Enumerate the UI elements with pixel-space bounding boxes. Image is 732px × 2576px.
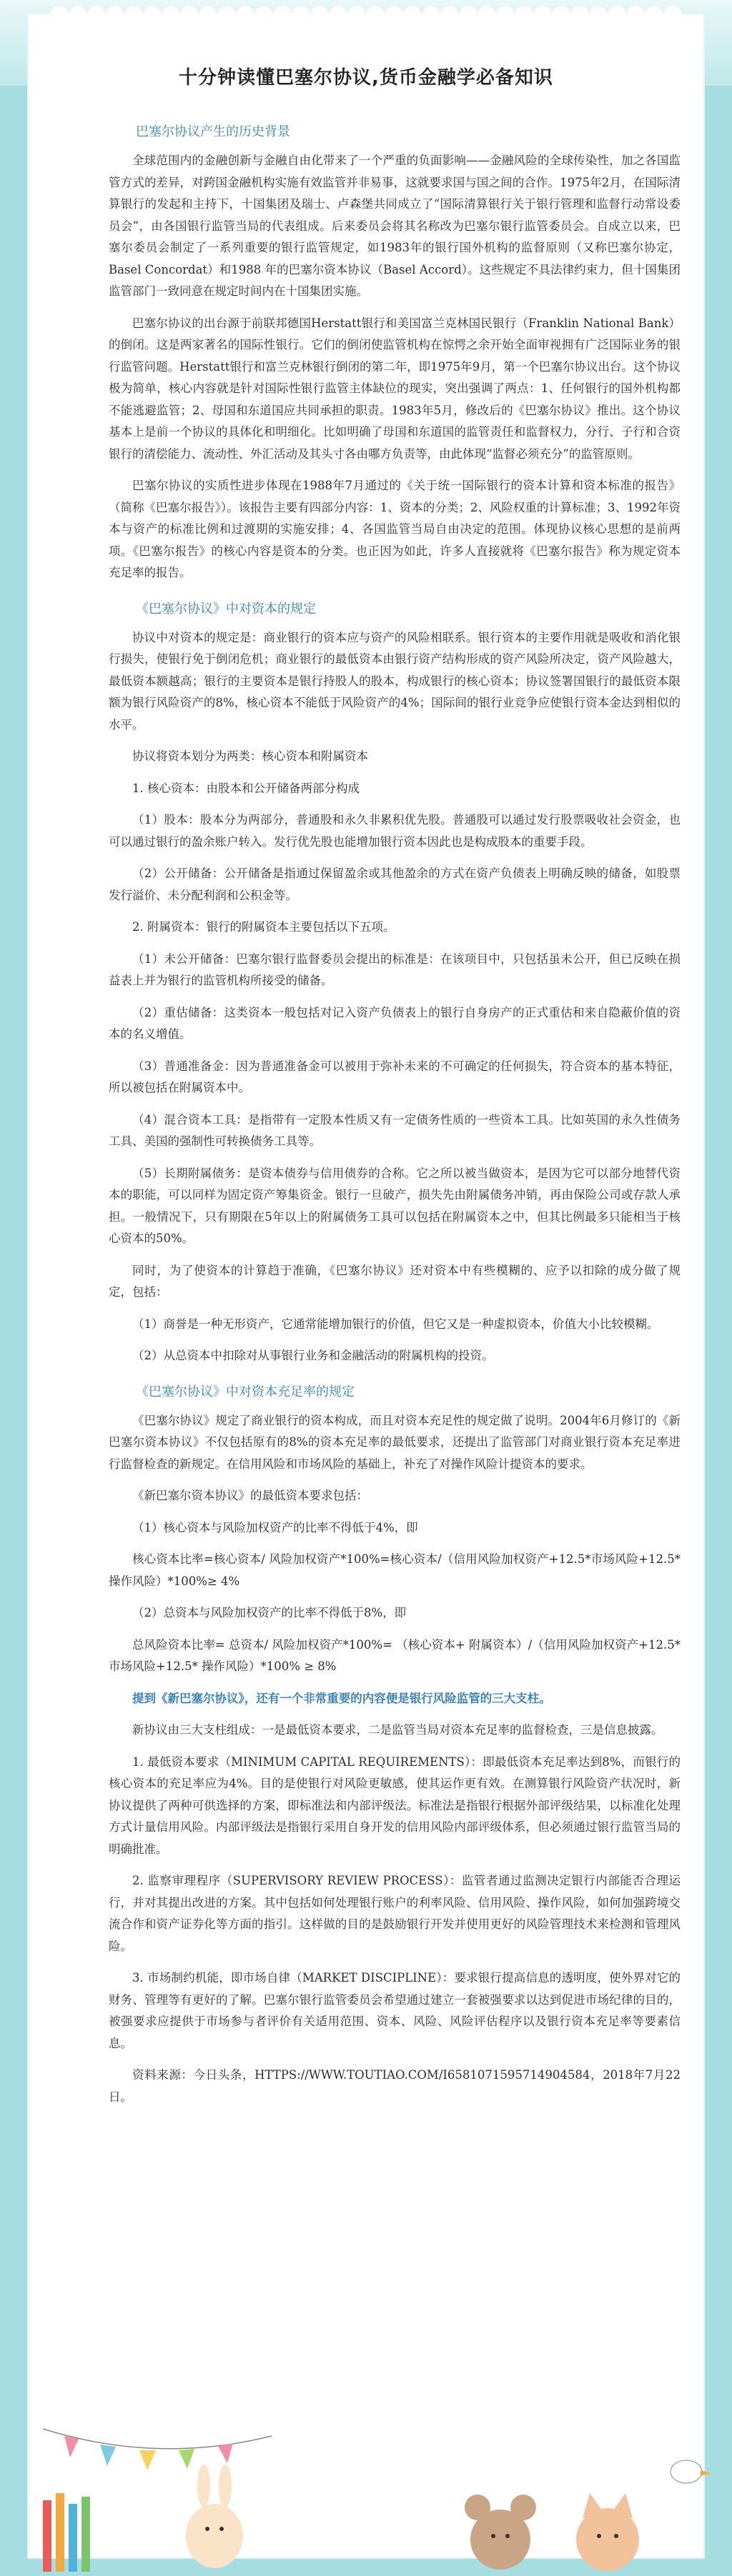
page-paper (29, 14, 703, 2557)
paragraph: 1. 核心资本：由股本和公开储备两部分构成 (132, 781, 360, 795)
paragraph: （1）商誉是一种无形资产，它通常能增加银行的价值，但它又是一种虚拟资本，价值大小比较模糊。 (132, 1317, 659, 1331)
paragraph: （1）核心资本与风险加权资产的比率不得低于4%，即 (132, 1520, 418, 1534)
paragraph: （5）长期附属债务：是资本债券与信用债券的合称。它之所以被当做资本，是因为它可以部分地替代资本的职能，可以同样为固定资产筹集资金。银行一旦破产，损失先由附属债务冲销，再由保险公司或存款人承担。一般情况下，只有期限在5年以上的附属债务工具可以包括在附属资本之中，但其比例最多只能相当于核心资本的50%。 (109, 1166, 681, 1245)
paragraph: 《巴塞尔协议》规定了商业银行的资本构成，而且对资本充足性的规定做了说明。2004年6月修订的《新巴塞尔资本协议》不仅包括原有的8%的资本充足率的最低要求，还提出了监管部门对商业银行资本充足率进行监督检查的新规定。在信用风险和市场风险的基础上，补充了对操作风险计提资本的要求。 (109, 1413, 681, 1471)
paragraph: 巴塞尔协议的出台源于前联邦德国Herstatt银行和美国富兰克林国民银行（Franklin National Bank）的倒闭。这是两家著名的国际性银行。它们的倒闭使监管机构在惊愕之余开始全面审视拥有广泛国际业务的银行监管问题。Herstatt银行和富兰克林银行倒闭的第二年，即1975年9月，第一个巴塞尔协议出台。这个协议极为简单，核心内容就是针对国际性银行监管主体缺位的现实，突出强调了两点：1、任何银行的国外机构都不能逃避监管；2、母国和东道国应共同承担的职责。1983年5月，修改后的《巴塞尔协议》推出。这个协议基本上是前一个协议的具体化和明细化。比如明确了母国和东道国的监管责任和监督权力，分行、子行和合资银行的清偿能力、流动性、外汇活动及其头寸各由哪方负责等，由此体现“监督必须充分”的监管原则。 (109, 316, 681, 461)
page-title: 十分钟读懂巴塞尔协议,货币金融学必备知识 (179, 67, 553, 89)
paragraph: 1. 最低资本要求（MINIMUM CAPITAL REQUIREMENTS）：即最低资本充足率达到8%，而银行的核心资本的充足率应为4%。目的是使银行对风险更敏感，使其运作更有效。在测算银行风险资产状况时，新协议提供了两种可供选择的方案，即标准法和内部评级法。标准法是指银行根据外部评级结果，以标准化处理方式计量信用风险。内部评级法是指银行采用自身开发的信用风险内部评级体系，但必须通过银行监管当局的明确批准。 (109, 1754, 681, 1856)
scallop-border-top (50, 6, 682, 24)
paragraph: （1）股本：股本分为两部分，普通股和永久非累积优先股。普通股可以通过发行股票吸收社会资金，也可以通过银行的盈余账户转入。发行优先股也能增加银行资本因此也是构成股本的重要手段。 (109, 813, 681, 849)
section-heading: 巴塞尔协议产生的历史背景 (136, 124, 290, 139)
paragraph: （2）总资本与风险加权资产的比率不得低于8%，即 (132, 1606, 407, 1619)
paragraph: （2）重估储备：这类资本一般包括对记入资产负债表上的银行自身房产的正式重估和来自隐蔽价值的资本的名义增值。 (109, 1005, 681, 1041)
paragraph: 巴塞尔协议的实质性进步体现在1988年7月通过的《关于统一国际银行的资本计算和资本标准的报告》（简称《巴塞尔报告》）。该报告主要有四部分内容：1、资本的分类；2、风险权重的计算标准；3、1992年资本与资产的标准比例和过渡期的实施安排；4、各国监管当局自由决定的范围。体现协议核心思想的是前两项。《巴塞尔报告》的核心内容是资本的分类。也正因为如此，许多人直接就将《巴塞尔报告》称为规定资本充足率的报告。 (109, 479, 681, 579)
section-capital (109, 599, 681, 1367)
section-capital-ratio (109, 1382, 681, 1678)
section-heading: 《巴塞尔协议》中对资本充足率的规定 (136, 1384, 355, 1399)
bottom-illustrations (0, 2415, 732, 2576)
crayon-pencils (43, 2493, 90, 2572)
mouse-illustration (465, 2495, 536, 2570)
paragraph: （3）普通准备金：因为普通准备金可以被用于弥补未来的不可确定的任何损失，符合资本的基本特征，所以被包括在附属资本中。 (109, 1059, 681, 1094)
source-note: 资料来源：今日头条，HTTPS://WWW.TOUTIAO.COM/I6581071595714904584，2018年7月22日。 (109, 2068, 681, 2104)
article-body (109, 107, 681, 2118)
paragraph: 3. 市场制约机能，即市场自律（MARKET DISCIPLINE）：要求银行提高信息的透明度，使外界对它的财务、管理等有更好的了解。巴塞尔银行监管委员会希望通过建立一套被强要求以达到促进市场纪律的目的，被强要求应提供于市场参与者评价有关适用范围、资本、风险、风险评估程序以及银行资本充足率等要素信息。 (109, 1971, 681, 2050)
paragraph: 协议将资本划分为两类：核心资本和附属资本 (132, 749, 368, 763)
paragraph: 核心资本比率=核心资本/ 风险加权资产*100%=核心资本/（信用风险加权资产+12.5*市场风险+12.5*操作风险）*100%≥ 4% (109, 1552, 681, 1588)
paragraph: （4）混合资本工具：是指带有一定股本性质又有一定债务性质的一些资本工具。比如英国的永久性债务工具、美国的强制性可转换债务工具等。 (109, 1112, 681, 1148)
section-heading: 提到《新巴塞尔协议》，还有一个非常重要的内容便是银行风险监管的三大支柱。 (132, 1691, 551, 1705)
paragraph: 2. 监察审理程序（SUPERVISORY REVIEW PROCESS）：监管者通过监测决定银行内部能否合理运行，并对其提出改进的方案。其中包括如何处理银行账户的利率风险、信用风险、操作风险，如何加强跨境交流合作和资产证券化等方面的指引。这样做的目的是鼓励银行开发并使用更好的风险管理技术来检测和管理风险。 (109, 1874, 681, 1953)
bird-illustration (671, 2460, 711, 2483)
paragraph: 新协议由三大支柱组成：一是最低资本要求，二是监管当局对资本充足率的监督检查，三是信息披露。 (132, 1723, 663, 1737)
paragraph: 2. 附属资本：银行的附属资本主要包括以下五项。 (132, 920, 395, 934)
paragraph: （1）未公开储备：巴塞尔银行监督委员会提出的标准是：在该项目中，只包括虽未公开，但已反映在损益表上并为银行的监管机构所接受的储备。 (109, 952, 681, 987)
bunny-illustration (186, 2465, 243, 2568)
paragraph: 《新巴塞尔资本协议》的最低资本要求包括： (132, 1489, 368, 1502)
paragraph: 协议中对资本的规定是：商业银行的资本应与资产的风险相联系。银行资本的主要作用就是吸收和消化银行损失，使银行免于倒闭危机；商业银行的最低资本由银行资产结构形成的资产风险所决定，资产风险越大，最低资本额越高；银行的主要资本是银行持股人的股本，构成银行的核心资本；协议签署国银行的最低资本限额为银行风险资产的8%，核心资本不能低于风险资产的4%；国际间的银行业竞争应使银行资本金达到相似的水平。 (109, 630, 681, 732)
paragraph: （2）从总资本中扣除对从事银行业务和金融活动的附属机构的投资。 (132, 1349, 494, 1362)
section-history (109, 121, 681, 584)
paragraph: 全球范围内的金融创新与金融自由化带来了一个严重的负面影响——金融风险的全球传染性，加之各国监管方式的差异，对跨国金融机构实施有效监管并非易事，这就要求国与国之间的合作。1975年2月，在国际清算银行的发起和主持下，十国集团及瑞士、卢森堡共同成立了“国际清算银行关于银行管理和监督行动常设委员会”，由各国银行监管当局的代表组成。后来委员会将其名称改为巴塞尔银行监管委员会。自成立以来，巴塞尔委员会制定了一系列重要的银行监管规定，如1983年的银行国外机构的监督原则（又称巴塞尔协定，Basel Concordat）和1988 年的巴塞尔资本协议（Basel Accord）。这些规定不具法律约束力，但十国集团监管部门一致同意在规定时间内在十国集团实施。 (109, 154, 681, 298)
paragraph: （2）公开储备：公开储备是指通过保留盈余或其他盈余的方式在资产负债表上明确反映的储备，如股票发行溢价、未分配利润和公积金等。 (109, 867, 681, 902)
cat-illustration (576, 2493, 639, 2571)
paragraph: 同时，为了使资本的计算趋于准确，《巴塞尔协议》还对资本中有些模糊的、应予以扣除的成分做了规定，包括： (109, 1263, 681, 1299)
section-heading: 《巴塞尔协议》中对资本的规定 (136, 601, 316, 616)
section-three-pillars (109, 1688, 681, 2109)
flag-bunting (43, 2429, 272, 2470)
paragraph: 总风险资本比率= 总资本/ 风险加权资产*100%= （核心资本+ 附属资本）/（信用风险加权资产+12.5* 市场风险+12.5* 操作风险）*100% ≥ 8% (109, 1637, 681, 1673)
